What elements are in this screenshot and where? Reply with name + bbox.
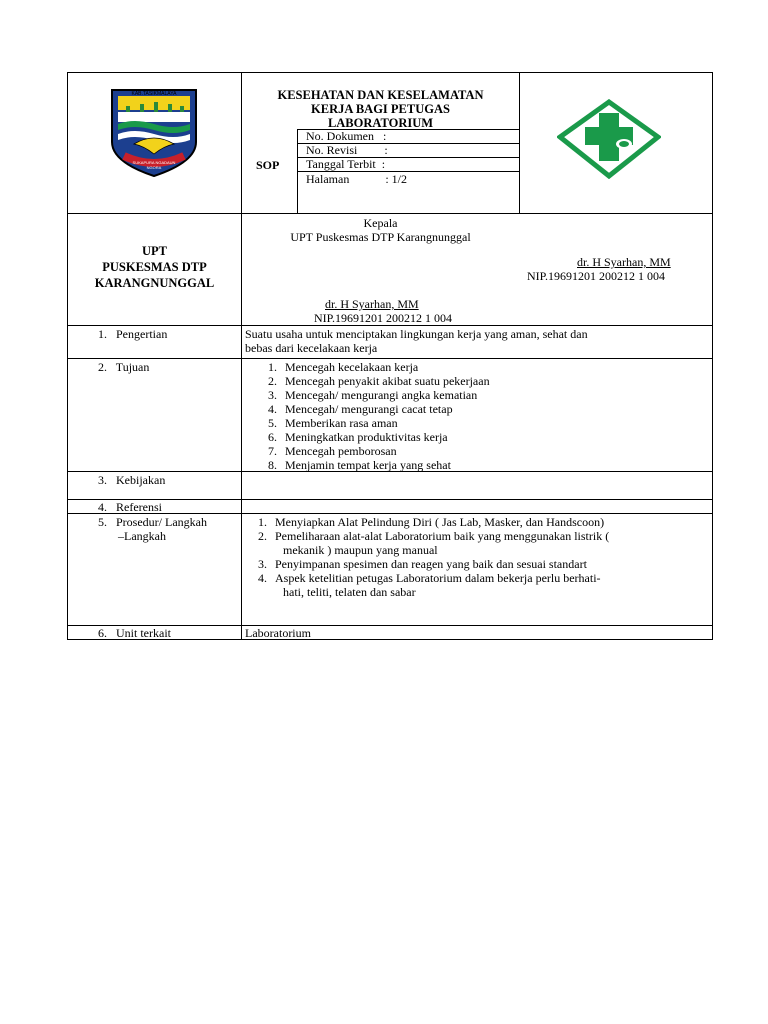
pengertian-line-1: Suatu usaha untuk menciptakan lingkungan kerja yang aman, sehat dan: [245, 327, 588, 341]
list-item: 3. Mencegah/ mengurangi angka kematian: [268, 388, 478, 402]
list-item-continuation: mekanik ) maupun yang manual: [283, 543, 438, 557]
org-name-line-2: PUSKESMAS DTP: [102, 260, 207, 274]
kepala-label: Kepala: [363, 216, 398, 230]
document-title: [242, 88, 519, 130]
signer-nip: NIP.19691201 200212 1 004: [314, 311, 453, 325]
section-tujuan-label: 2. Tujuan: [98, 360, 150, 374]
list-item-continuation: hati, teliti, telaten dan sabar: [283, 585, 416, 599]
title-line-1: KESEHATAN DAN KESELAMATAN: [277, 88, 484, 102]
list-item: 4. Aspek ketelitian petugas Laboratorium dalam bekerja perlu berhati-: [258, 571, 601, 585]
list-item: 1. Menyiapkan Alat Pelindung Diri ( Jas Lab, Masker, dan Handscoon): [258, 515, 605, 529]
list-item: 4. Mencegah/ mengurangi cacat tetap: [268, 402, 453, 416]
list-item: 2. Mencegah penyakit akibat suatu pekerjaan: [268, 374, 490, 388]
section-prosedur-label-1: 5. Prosedur/ Langkah: [98, 515, 207, 529]
title-line-3: LABORATORIUM: [327, 116, 434, 130]
list-item: 1. Mencegah kecelakaan kerja: [268, 360, 419, 374]
crest-bottom-text: SUKAPURA NGADAUN NGORA: [132, 160, 176, 170]
field-tanggal-terbit: Tanggal Terbit :: [306, 157, 386, 171]
section-pengertian-label: 1. Pengertian: [98, 327, 168, 341]
unit-value: Laboratorium: [245, 626, 311, 640]
list-item: 6. Meningkatkan produktivitas kerja: [268, 430, 448, 444]
tasikmalaya-crest-logo: [104, 84, 204, 180]
field-halaman: Halaman : 1/2: [306, 172, 407, 186]
sop-label: SOP: [256, 158, 280, 172]
right-signer-name: dr. H Syarhan, MM: [577, 255, 671, 269]
list-item: 3. Penyimpanan spesimen dan reagen yang baik dan sesuai standart: [258, 557, 587, 571]
crest-top-text: KAB.TASIKMALAYA: [131, 91, 177, 97]
section-referensi-label: 4. Referensi: [98, 500, 162, 514]
title-line-2: KERJA BAGI PETUGAS: [311, 102, 450, 116]
field-no-dokumen: No. Dokumen :: [306, 129, 387, 143]
puskesmas-logo: [557, 99, 661, 179]
list-item: 8. Menjamin tempat kerja yang sehat: [268, 458, 451, 472]
list-item: 5. Memberikan rasa aman: [268, 416, 398, 430]
org-name-line-1: UPT: [142, 244, 167, 258]
org-name-line-3: KARANGNUNGGAL: [94, 276, 215, 290]
field-no-revisi: No. Revisi :: [306, 143, 388, 157]
list-item: 7. Mencegah pemborosan: [268, 444, 397, 458]
right-signer-nip: NIP.19691201 200212 1 004: [527, 269, 666, 283]
kepala-org: UPT Puskesmas DTP Karangnunggal: [290, 230, 471, 244]
signer-name: dr. H Syarhan, MM: [325, 297, 419, 311]
pengertian-line-2: bebas dari kecelakaan kerja: [245, 341, 378, 355]
org-name: [68, 243, 241, 291]
section-unit-label: 6. Unit terkait: [98, 626, 171, 640]
section-kebijakan-label: 3. Kebijakan: [98, 473, 166, 487]
section-prosedur-label-2: –Langkah: [118, 529, 166, 543]
list-item: 2. Pemeliharaan alat-alat Laboratorium baik yang menggunakan listrik (: [258, 529, 610, 543]
